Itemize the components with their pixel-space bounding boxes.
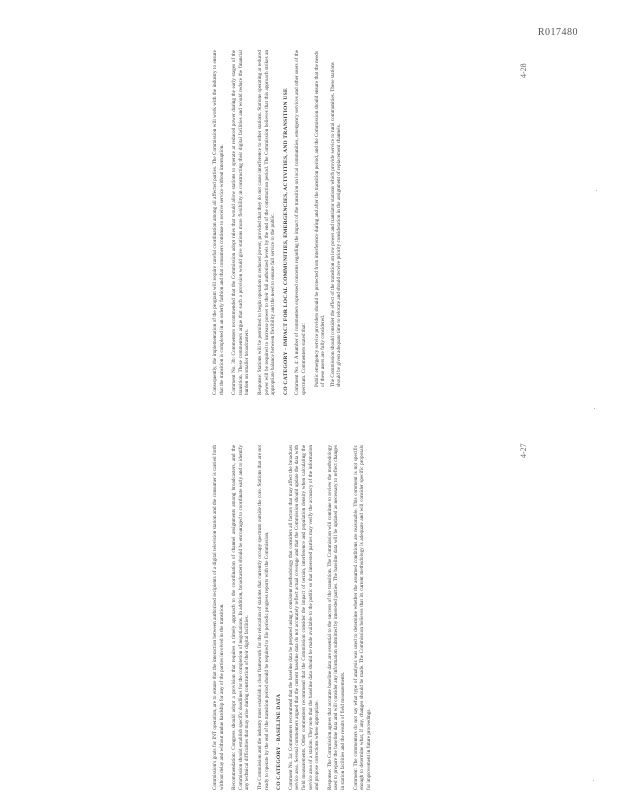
paragraph: Comment: The commenters do not say what type of analysis was used to determine whether the assumed conditions are reasonable. This comment is not specific enough to determine what, if any, changes should be made. The Commission believes that its current methodology is adequate and will consider specific proposals for improvement in future proceedings.	[352, 445, 372, 790]
paragraph: Response: Stations will be permitted to begin operation at reduced power, provided that they do not cause interference to other stations. Stations operating at reduced power will be required to increase power to their full authorized levels by the end of the construction period. The Commission believes that this approach strikes an appropriate balance between flexibility and the need to ensure full service to the public.	[256, 50, 277, 395]
left-column	[212, 445, 487, 790]
paragraph: Consequently, the implementation of the program will require careful coordination among all affected parties. The Commission will work with the industry to ensure that the transition is completed in an orderly fashion and that consumers continue to receive service without interruption.	[212, 50, 225, 395]
paragraph: The Commission and the industry must establish a clear framework for the relocation of stations that currently occupy spectrum outside the core. Stations that are not ready to operate by the end of the transition period should be required to file periodic progress reports with the Commission.	[256, 445, 270, 790]
list-item: • The Commission should consider the effect of the transition on low power and translator stations which provide service to rural communities. These stations should be given adequate time to relocate and should receive priority consideration in the assignment of replacement channels.	[330, 50, 343, 387]
paragraph: Commission's goals for INT operation, are to ensure that the interaction between authorized recipients of a digital television station and the consumer is carried forth without delay and without undue hardship for any of the parties involved in the transition.	[212, 445, 225, 790]
page-number-right: 4-28	[519, 63, 528, 78]
paragraph: Recommendation: Congress should adopt a provision that requires a timely approach to the coordination of channel assignments among broadcasters, and the Commission should establish specific deadlines for the completion of negotiations. In addition, broadcasters should be encouraged to coordinate early and to identify any technical difficulties that may arise during construction of their digital facilities.	[231, 445, 251, 790]
list-item: • Public emergency service providers should be protected from interference during and after the transition period, and the Commission should ensure that the needs of these users are fully considered.	[314, 50, 327, 387]
document-id: R017480	[537, 27, 578, 38]
paragraph: Comment No. 3b: Commenters recommended that the Commission adopt rules that would allow stations to operate at reduced power during the early stages of the transition. These commenters argue that such a provision would give stations more flexibility in constructing their digital facilities and would reduce the financial burden on smaller broadcasters.	[231, 50, 251, 395]
section-heading: CO CATEGORY - IMPACT FOR LOCAL COMMUNITIES, EMERGENCIES, ACTIVITIES, AND TRANSITION USE	[282, 88, 289, 395]
section-heading: CO CATEGORY - BASELINE DATA	[276, 693, 283, 790]
right-column	[212, 50, 487, 395]
paragraph: Comment No. 4: A number of commenters expressed concerns regarding the impact of the transition on local communities, emergency services and other users of the spectrum. Commenters stated that:	[294, 50, 307, 395]
paragraph: Comment No. 3a: Commenters recommend that the baseline data be prepared using a consistent methodology that considers all factors that may affect the broadcast service area. Several commenters argued that the current baseline data do not accurately reflect actual coverage and that the Commission should update the data with field measurements. Other commenters recommend that the Commission consider the impact of terrain, interference and population density when calculating the service area of a station. They note that the baseline data should be made available to the public so that interested parties may verify the accuracy of the information and propose corrections where appropriate.	[287, 445, 321, 790]
scan-speck	[596, 190, 597, 191]
paragraph: Response: The Commission agrees that accurate baseline data are essential to the success of the transition. The Commission will continue to review the methodology used to prepare the baseline data and will consider any information submitted by interested parties. The baseline data will be updated as necessary to reflect changes in station facilities and the results of field measurements.	[326, 445, 346, 790]
bullet-list	[314, 50, 343, 395]
scan-speck	[594, 408, 595, 409]
page-number-left: 4-27	[519, 443, 528, 458]
scan-speck	[593, 780, 594, 781]
